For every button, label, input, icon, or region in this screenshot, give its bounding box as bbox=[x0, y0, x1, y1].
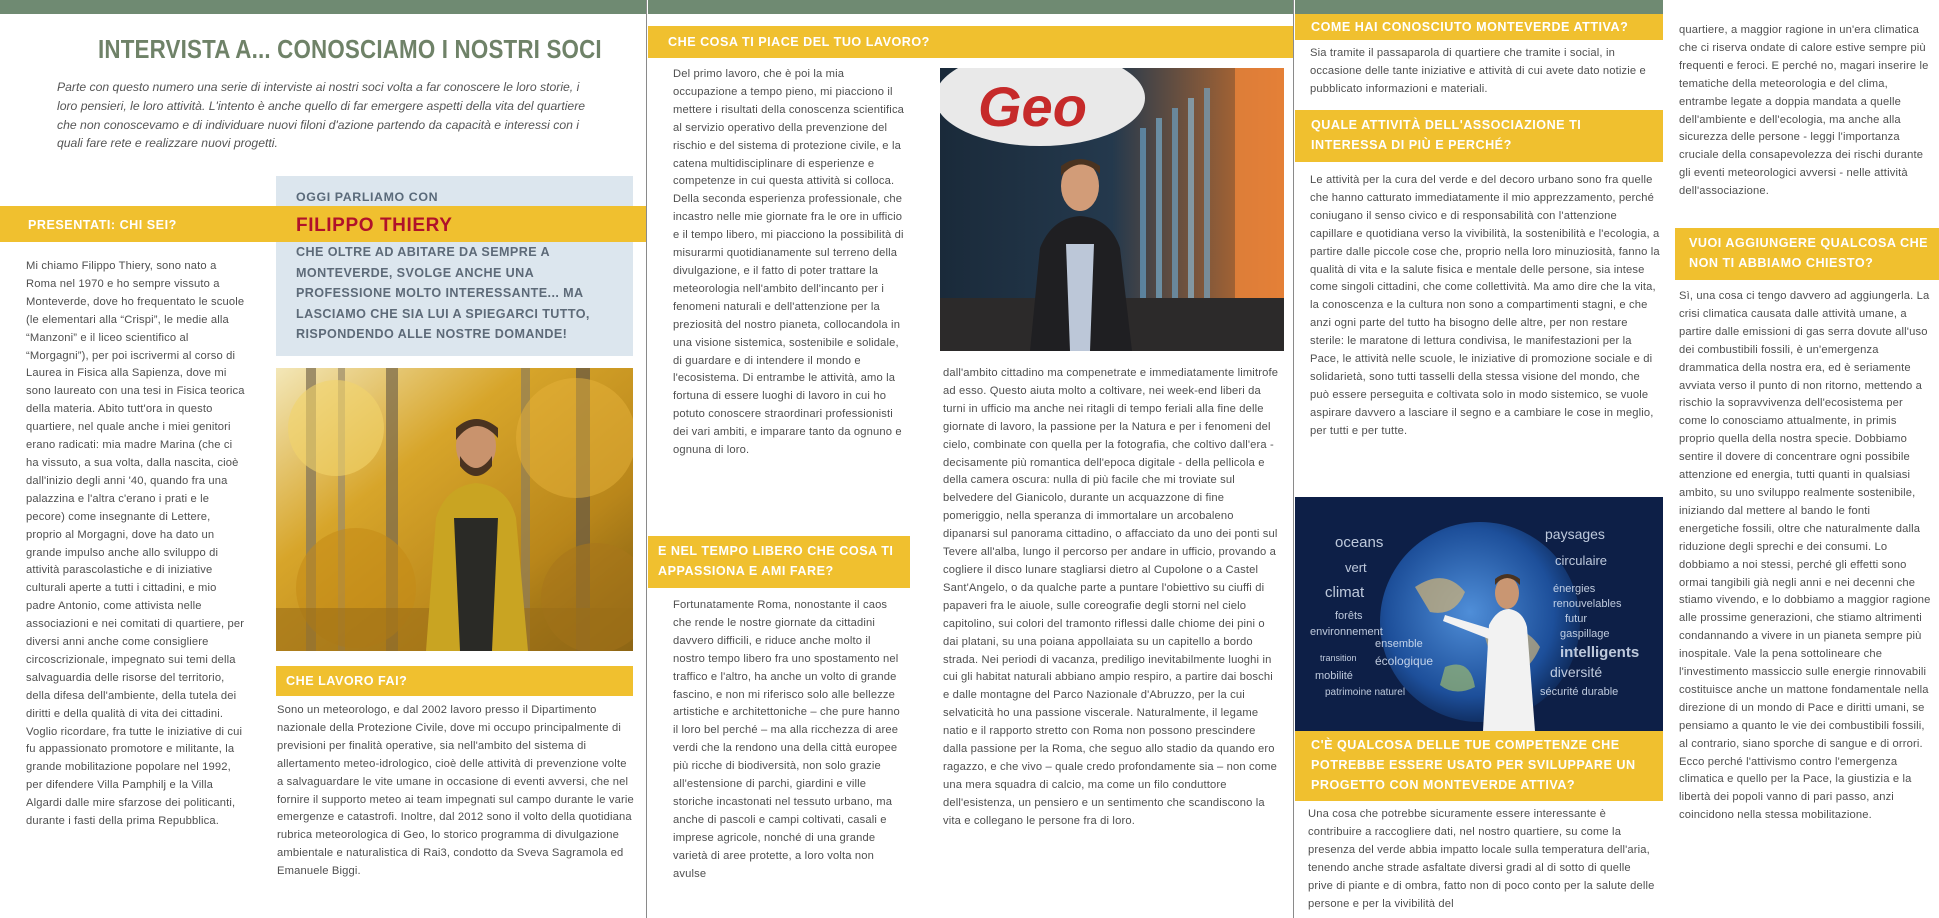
page-top-bar bbox=[1295, 0, 1663, 14]
answer-aggiungere: Sì, una cosa ci tengo davvero ad aggiungerla. La crisi climatica causata dalle attività umane, a partire dalle emissioni di gas serra dovute all'uso dei combustibili fossili, è un'emergenza drammatica della nostra era, ed è seriamente avviata verso il punto di non ritorno, mettendo a rischio la sopravvivenza dell'ecosistema per come lo conosciamo attualmente, in primis proprio quella della nostra specie. Dobbiamo sentire il dovere di concentrare ogni possibile attenzione ed energia, tutti quanti in qualsiasi ambito, su uno sviluppo realmente sostenibile, iniziando dal mettere al bando le fonti energetiche fossili, oltre che naturalmente dalla riduzione degli sprechi e dei consumi. Lo dobbiamo a noi stessi, perché gli effetti sono ormai tangibili già negli anni e nei decenni che stiamo vivendo, e lo dobbiamo a maggior ragione alle prossime generazioni, che stiamo altrimenti condannando a vivere in un pianeta sempre più inospitale. Vale la pena sottolineare che l'investimento massiccio sulle energie rinnovabili costituisce anche un mattone fondamentale nella direzione di un mondo di Pace e diritti umani, se pensiamo a quanto le vie dei combustibili fossili, al contrario, siano sporche di sangue e di orrori. Ecco perché l'attivismo contro l'emergenza climatica e quello per la Pace, la giustizia e la libertà dei popoli vanno di pari passo, anzi coincidono nella stessa mobilitazione. bbox=[1679, 290, 1931, 822]
page-top-bar bbox=[648, 0, 1293, 14]
answer-tempo-libero: Fortunatamente Roma, nonostante il caos che rende le nostre giornate da cittadini davvero difficili, e riduce anche molto il nostro tempo libero fra uno spostamento nel traffico e l'altro, ha anche un volto di grande fascino, e non mi riferisco solo alle bellezze artistiche e architettoniche – che pure hanno il loro bel perché – ma alla ricchezza di aree verdi che la rendono una della città europee più ricche di biodiversità, non solo grazie all'estensione di parchi, giardini e ville storiche incastonati nel tessuto urbano, ma anche di pascoli e campi coltivati, casali e imprese agricole, nonché di una grande varietà di aree protette, a loro volta non avulse bbox=[673, 599, 900, 880]
answer-come-conosciuto: Sia tramite il passaparola di quartiere che tramite i social, in occasione delle tante iniziative e attività di cui avete dato notizie e pubblicato informazioni e materiali. bbox=[1310, 47, 1646, 95]
globe-conference-photo bbox=[1295, 497, 1663, 731]
answer-competenze: Una cosa che potrebbe sicuramente essere interessante è contribuire a raccogliere dati, nel nostro quartiere, su come la presenza del verde abbia impatto locale sulla temperatura dell'aria, tenendo anche strade asfaltate diversi gradi al di sotto di quelle prive di piante e di ombra, fatto non di poco conto per la salute delle persone e per la vivibilità del bbox=[1308, 808, 1655, 910]
globe-word-3: circulaire bbox=[1555, 553, 1608, 568]
box-oggi-label: OGGI PARLIAMO CON bbox=[296, 190, 439, 204]
intro-text: Parte con questo numero una serie di interviste ai nostri soci volta a far conoscere le loro storie, i loro pensieri, le loro attività. L'intento è anche quello di far emergere aspetti della vita del quartiere che non conoscevamo e di individuare nuovi filoni d'azione partendo da capacità e interessi con i quali fare rete e realizzare nuovi progetti. bbox=[57, 80, 586, 151]
globe-word-18: sécurité durable bbox=[1540, 686, 1619, 698]
heading-piace-text: CHE COSA TI PIACE DEL TUO LAVORO? bbox=[668, 35, 930, 49]
box-description: CHE OLTRE AD ABITARE DA SEMPRE A MONTEVERDE, SVOLGE ANCHE UNA PROFESSIONE MOLTO INTERESSANTE... MA LASCIAMO CHE SIA LUI A SPIEGARCI TUTTO, RISPONDENDO ALLE NOSTRE DOMANDE! bbox=[296, 245, 590, 342]
globe-word-6: renouvelables bbox=[1553, 598, 1622, 610]
globe-word-10: futur bbox=[1565, 613, 1588, 625]
globe-word-9: ensemble bbox=[1375, 638, 1423, 650]
geo-logo-text: Geo bbox=[978, 75, 1087, 138]
section-heading-attivita bbox=[1295, 110, 1663, 162]
globe-word-13: transition bbox=[1320, 653, 1357, 663]
globe-word-8: environnement bbox=[1310, 626, 1383, 638]
globe-word-4: climat bbox=[1325, 584, 1365, 601]
featured-person-box bbox=[276, 176, 633, 356]
globe-word-0: oceans bbox=[1335, 534, 1384, 551]
globe-word-11: gaspillage bbox=[1560, 628, 1610, 640]
page-top-bar bbox=[0, 0, 646, 14]
section-heading-aggiungere bbox=[1675, 228, 1939, 280]
globe-word-12: intelligents bbox=[1560, 644, 1640, 661]
section-heading-come-conosciuto bbox=[1295, 14, 1663, 40]
globe-word-2: vert bbox=[1345, 560, 1367, 575]
heading-lavoro-text: CHE LAVORO FAI? bbox=[286, 674, 408, 688]
globe-word-17: mobilité bbox=[1315, 670, 1353, 682]
geo-studio-photo bbox=[940, 68, 1284, 351]
heading-tempo-libero-text: E NEL TEMPO LIBERO CHE COSA TI APPASSIONA E AMI FARE? bbox=[658, 544, 894, 578]
page-2 bbox=[648, 0, 1294, 918]
featured-person-name: FILIPPO THIERY bbox=[296, 215, 453, 236]
globe-word-7: forêts bbox=[1335, 610, 1363, 622]
heading-chi-sei-text: PRESENTATI: CHI SEI? bbox=[28, 218, 177, 232]
globe-word-1: paysages bbox=[1545, 526, 1605, 542]
answer-tempo-libero-continued: dall'ambito cittadino ma compenetrate e immediatamente limitrofe ad esso. Questo aiuta molto a coltivare, nei week-end liberi da turni in ufficio ma anche nei ritagli di tempo feriali alla fine delle giornate di lavoro, la passione per la Natura e per i fenomeni del cielo, combinate con quella per la fotografia, che coltivo dall'era - decisamente più romantica dell'epoca digitale - della pellicola e della camera oscura: nulla di più facile che mi troviate sul belvedere del Gianicolo, durante un acquazzone di fine pomeriggio, nella speranza di immortalare un arcobaleno dipanarsi sul panorama cittadino, o affacciato da uno dei ponti sul Tevere all'alba, lungo il percorso per andare in ufficio, provando a cogliere il disco lunare stagliarsi dietro al Cupolone o a Castel Sant'Angelo, o da qualche parte a puntare l'obiettivo su ciuffi di papaveri fra le aiuole, sulle coreografie degli storni nel cielo capitolino, sui colori del tramonto riflessi dalle chiome dei pini o dai platani, su una poiana appollaiata su un capitello a bordo strada. Nei periodi di vacanza, prediligo inevitabilmente luoghi in cui gli habitat naturali abbiano ampio respiro, a partire dai boschi e dalle montagne del Parco Nazionale d'Abruzzo, per la cui selvaticità ho una passione viscerale. Naturalmente, il legame natio e il rapporto stretto con Roma non possono prescindere dalla passione per la Roma, che seguo allo stadio da quando ero ragazzo, e che vivo – quale credo profondamente sia – non come una mera squadra di calcio, ma come un filo conduttore dell'esistenza, un pensiero e un sentimento che scandiscono la vita e collegano le persone fra di loro. bbox=[943, 367, 1279, 827]
answer-lavoro: Sono un meteorologo, e dal 2002 lavoro presso il Dipartimento nazionale della Protezione Civile, dove mi occupo principalmente di previsioni per finalità operative, sia nell'ambito del sistema di allertamento meteo-idrologico, cioè delle attività di prevenzione volte a salvaguardare le vite umane in occasione di eventi avversi, che nel fornire il supporto meteo ai team impegnati sul campo durante le varie emergenze e catastrofi. Inoltre, dal 2012 sono il volto della quotidiana rubrica meteorologica di Geo, lo storico programma di divulgazione ambientale e naturalistica di Rai3, condotto da Sveva Sagramola ed Emanuele Biggi. bbox=[277, 704, 634, 878]
heading-aggiungere-text: VUOI AGGIUNGERE QUALCOSA CHE NON TI ABBIAMO CHIESTO? bbox=[1689, 236, 1929, 270]
answer-competenze-continued: quartiere, a maggior ragione in un'era climatica che ci riserva ondate di calore estive sempre più frequenti e feroci. E perché no, magari inserire le tematiche della meteorologia e del clima, entrambe legate a doppia mandata a quelle dell'ambiente e dell'ecologia, ma anche alla sicurezza delle persone - leggi l'importanza cruciale della consapevolezza dei rischi durante gli eventi meteorologici avversi - nelle attività dell'associazione. bbox=[1679, 24, 1929, 198]
globe-word-16: patrimoine naturel bbox=[1325, 687, 1406, 698]
page-title: INTERVISTA A... CONOSCIAMO I NOSTRI SOCI bbox=[98, 34, 602, 64]
globe-word-5: énergies bbox=[1553, 583, 1596, 595]
answer-chi-sei: Mi chiamo Filippo Thiery, sono nato a Roma nel 1970 e ho sempre vissuto a Monteverde, dove ho frequentato le scuole (le elementari alla “Crispi”, le medie alla “Manzoni” e il liceo scientifico al “Morgagni”), per poi iscrivermi al corso di Laurea in Fisica alla Sapienza, dove mi sono laureato con una tesi in Fisica teorica della materia. Abito tutt'ora in questo quartiere, nel quale anche i miei genitori erano radicati: mia madre Marina (che ci ha vissuto, a sua volta, dalla nascita, cioè dall'inizio degli anni '40, quando fra una palazzina e l'altra c'erano i prati e le pecore) come insegnante di Lettere, proprio al Morgagni, dove ha dato un grande impulso anche allo sviluppo di attività parascolastiche e di iniziative culturali aperte a tutti i cittadini, e mio padre Antonio, come attivista nelle associazioni e nei comitati di quartiere, per diversi anni anche come consigliere circoscrizionale, impegnato sui temi della salvaguardia delle risorse del territorio, della difesa dell'ambiente, della tutela dei diritti e della qualità di vita dei cittadini. Voglio ricordare, fra tutte le iniziative di cui fu appassionato promotore e militante, la grande mobilitazione popolare nel 1992, per difendere Villa Pamphilj e la Villa Algardi dalle mire sfarzose dei politicanti, durante i fasti della prima Repubblica. bbox=[26, 260, 245, 828]
section-heading-tempo-libero bbox=[648, 536, 910, 588]
globe-word-14: écologique bbox=[1375, 654, 1434, 668]
heading-competenze-text: C'È QUALCOSA DELLE TUE COMPETENZE CHE POTREBBE ESSERE USATO PER SVILUPPARE UN PROGETTO CON MONTEVERDE ATTIVA? bbox=[1311, 738, 1636, 792]
section-heading-lavoro bbox=[276, 666, 633, 696]
heading-attivita-text: QUALE ATTIVITÀ DELL'ASSOCIAZIONE TI INTERESSA DI PIÙ E PERCHÉ? bbox=[1311, 118, 1582, 152]
page-3 bbox=[1295, 0, 1939, 918]
globe-word-15: diversité bbox=[1550, 664, 1603, 680]
heading-come-conosciuto-text: COME HAI CONOSCIUTO MONTEVERDE ATTIVA? bbox=[1311, 20, 1629, 34]
page-1 bbox=[0, 0, 647, 918]
answer-piace: Del primo lavoro, che è poi la mia occupazione a tempo pieno, mi piacciono il mettere i risultati della conoscenza scientifica al servizio operativo della prevenzione del rischio e del sistema di protezione civile, e la catena multidisciplinare di esperienze e competenze in cui questa attività si colloca. Della seconda esperienza professionale, che incastro nelle mie giornate fra le ore in ufficio e il tempo libero, mi piacciono la possibilità di misurarmi quotidianamente sul terreno della divulgazione, e il fatto di poter trattare la meteorologia nell'ambito dell'incanto per i fenomeni naturali e dell'attenzione per la preziosità del nostro pianeta, collocandola in una visione sistemica, sostenibile e solidale, di guardare e di intendere il mondo e l'ecosistema. Di entrambe le attività, amo la fortuna di essere luoghi di lavoro in cui ho potuto conoscere straordinari professionisti dei vari ambiti, e imparare tanto da ognuno e ognuna di loro. bbox=[673, 68, 905, 457]
section-heading-piace bbox=[648, 26, 1294, 58]
answer-attivita: Le attività per la cura del verde e del decoro urbano sono fra quelle che hanno catturato immediatamente il mio apprezzamento, perché coniugano il senso civico e di responsabilità con l'attenzione capillare e quotidiana verso la vivibilità, la sostenibilità e l'ecologia, a partire dalle piccole cose che, proprio nella loro minuziosità, fanno la qualità di vita e la salute fisica e mentale delle persone, sia intese come singoli cittadini, che come collettività. Ma amo dire che la vita, la conoscenza e la cultura non sono a compartimenti stagni, e che anzi ogni parte del tutto ha bisogno delle altre, per non restare sterile: le maratone di lettura condivisa, le manifestazioni per la Pace, le attività nelle scuole, le iniziative di promozione sociale e di solidarietà, sono tutti tasselli della stessa visione del mondo, che può essere perseguita e coltivata solo in modo sistemico, se vuole aspirare davvero a lasciare il segno e a cambiare le cose in meglio, per tutti e per tutte. bbox=[1310, 174, 1660, 437]
section-heading-competenze bbox=[1295, 731, 1663, 801]
forest-portrait-photo bbox=[276, 368, 633, 651]
